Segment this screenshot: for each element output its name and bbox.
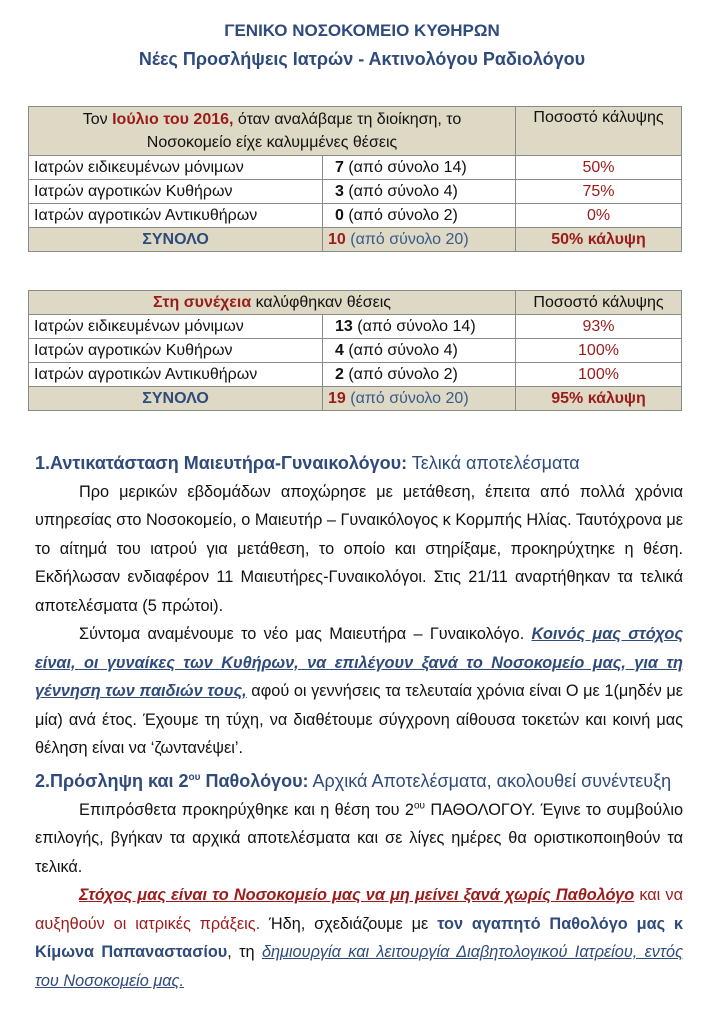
- row-percent: 0%: [516, 204, 682, 228]
- section-heading: 1.Αντικατάσταση Μαιευτήρα-Γυναικολόγου: Τελικά αποτελέσματα: [35, 453, 580, 473]
- section-heading: 2.Πρόσληψη και $2^{o\upsilon}$ Παθολόγου: Αρχικά Αποτελέσματα, ακολουθεί συνέντευξη: [35, 771, 672, 791]
- row-percent: 93%: [516, 315, 682, 339]
- emphasis-goal: Στόχος μας είναι το Νοσοκομείο μας να μη μείνει ξανά χωρίς Παθολόγο: [79, 886, 635, 904]
- coverage-table-2016: [28, 106, 682, 252]
- row-percent: 100%: [516, 339, 682, 363]
- pathologist-name: τον αγαπητό Παθολόγο μας κ Κίμωνα Παπαναστασίου: [35, 914, 684, 961]
- section-obstetrician: [35, 449, 683, 763]
- row-percent: 50%: [516, 156, 682, 180]
- row-label: Ιατρών αγροτικών Κυθήρων: [29, 339, 323, 363]
- table-header-cell: Τον Ιούλιο του 2016, όταν αναλάβαμε τη διοίκηση, το Νοσοκομείο είχε καλυμμένες θέσεις: [29, 107, 516, 156]
- section-paragraph: Σύντομα αναμένουμε το νέο μας Μαιευτήρα – Γυναικολόγο. Κοινός μας στόχος είναι, οι γυναίκες των Κυθήρων, να επιλέγουν ξανά το Νοσοκομείο μας, για τη γέννηση των παιδιών τους, αφού οι γεννήσεις τα τελευταία χρόνια είναι Ο με 1(μηδέν με μία) ανά έτος. Έχουμε τη τύχη, να διαθέτουμε σύγχρονη αίθουσα τοκετών και κοινή μας θέληση είναι να ‘ζωντανέψει’.: [35, 625, 683, 757]
- total-label: ΣΥΝΟΛΟ: [29, 387, 323, 411]
- table-header-row: [29, 107, 682, 156]
- total-percent: 95% κάλυψη: [516, 387, 682, 411]
- total-label: ΣΥΝΟΛΟ: [29, 228, 323, 252]
- row-label: Ιατρών ειδικευμένων μόνιμων: [29, 315, 323, 339]
- row-count: 0 (από σύνολο 2): [323, 204, 516, 228]
- total-count: 10 (από σύνολο 20): [323, 228, 516, 252]
- table-total-row: [29, 387, 682, 411]
- row-count: 7 (από σύνολο 14): [323, 156, 516, 180]
- table-row: [29, 363, 682, 387]
- row-count: 4 (από σύνολο 4): [323, 339, 516, 363]
- coverage-header: Ποσοστό κάλυψης: [516, 291, 682, 315]
- document-title: ΓΕΝΙΚΟ ΝΟΣΟΚΟΜΕΙΟ ΚΥΘΗΡΩΝ: [224, 21, 500, 40]
- section-paragraph: Επιπρόσθετα προκηρύχθηκε και η θέση του $2^{o\upsilon}$ ΠΑΘΟΛΟΓΟΥ. Έγινε το συμβούλιο επιλογής, βγήκαν τα αρχικά αποτελέσματα και σε λίγες ημέρες θα οριστικοποιηθούν τα τελικά.: [35, 800, 684, 876]
- section-paragraph: Προ μερικών εβδομάδων αποχώρησε με μετάθεση, έπειτα από πολλά χρόνια υπηρεσίας στο Νοσοκομείο, ο Μαιευτήρ – Γυναικόλογος κ Κορμπής Ηλίας. Ταυτόχρονα με το αίτημά του ιατρού για μετάθεση, το οποίο και στηρίξαμε, προκηρύχτηκε η θέση. Εκδήλωσαν ενδιαφέρον 11 Μαιευτήρες-Γυναικολόγοι. Στις 21/11 αναρτήθηκαν τα τελικά αποτελέσματα (5 πρώτοι).: [35, 482, 683, 615]
- row-label: Ιατρών αγροτικών Κυθήρων: [29, 180, 323, 204]
- total-count: 19 (από σύνολο 20): [323, 387, 516, 411]
- table-row: [29, 339, 682, 363]
- highlight: Στη συνέχεια: [153, 293, 252, 311]
- table-row: [29, 180, 682, 204]
- table-row: [29, 315, 682, 339]
- diabetes-clinic-link: δημιουργία και λειτουργία Διαβητολογικού Ιατρείου, εντός του Νοσοκομείο μας.: [35, 943, 683, 990]
- row-label: Ιατρών ειδικευμένων μόνιμων: [29, 156, 323, 180]
- section-pathologist: [35, 767, 683, 995]
- emphasis-goal: Κοινός μας στόχος είναι, οι γυναίκες των Κυθήρων, να επιλέγουν ξανά το Νοσοκομείο μας, για τη γέννηση των παιδιών τους,: [35, 625, 683, 700]
- date-highlight: Ιούλιο του 2016,: [112, 111, 234, 128]
- table-row: [29, 156, 682, 180]
- row-label: Ιατρών αγροτικών Αντικυθήρων: [29, 204, 323, 228]
- row-count: 3 (από σύνολο 4): [323, 180, 516, 204]
- total-percent: 50% κάλυψη: [516, 228, 682, 252]
- coverage-table-after: [28, 290, 682, 411]
- section-paragraph: Στόχος μας είναι το Νοσοκομείο μας να μη μείνει ξανά χωρίς Παθολόγο και να αυξηθούν οι ιατρικές πράξεις. Ήδη, σχεδιάζουμε με τον αγαπητό Παθολόγο μας κ Κίμωνα Παπαναστασίου, τη δημιουργία και λειτουργία Διαβητολογικού Ιατρείου, εντός του Νοσοκομείο μας.: [35, 886, 684, 990]
- table-row: [29, 204, 682, 228]
- row-percent: 75%: [516, 180, 682, 204]
- row-label: Ιατρών αγροτικών Αντικυθήρων: [29, 363, 323, 387]
- row-count: 2 (από σύνολο 2): [323, 363, 516, 387]
- table-header-cell: Στη συνέχεια καλύφθηκαν θέσεις: [29, 291, 516, 315]
- table-total-row: [29, 228, 682, 252]
- document-subtitle: Νέες Προσλήψεις Ιατρών - Ακτινολόγου Ραδιολόγου: [138, 49, 586, 69]
- table-header-row: [29, 291, 682, 315]
- row-percent: 100%: [516, 363, 682, 387]
- coverage-header: Ποσοστό κάλυψης: [516, 107, 682, 156]
- row-count: 13 (από σύνολο 14): [323, 315, 516, 339]
